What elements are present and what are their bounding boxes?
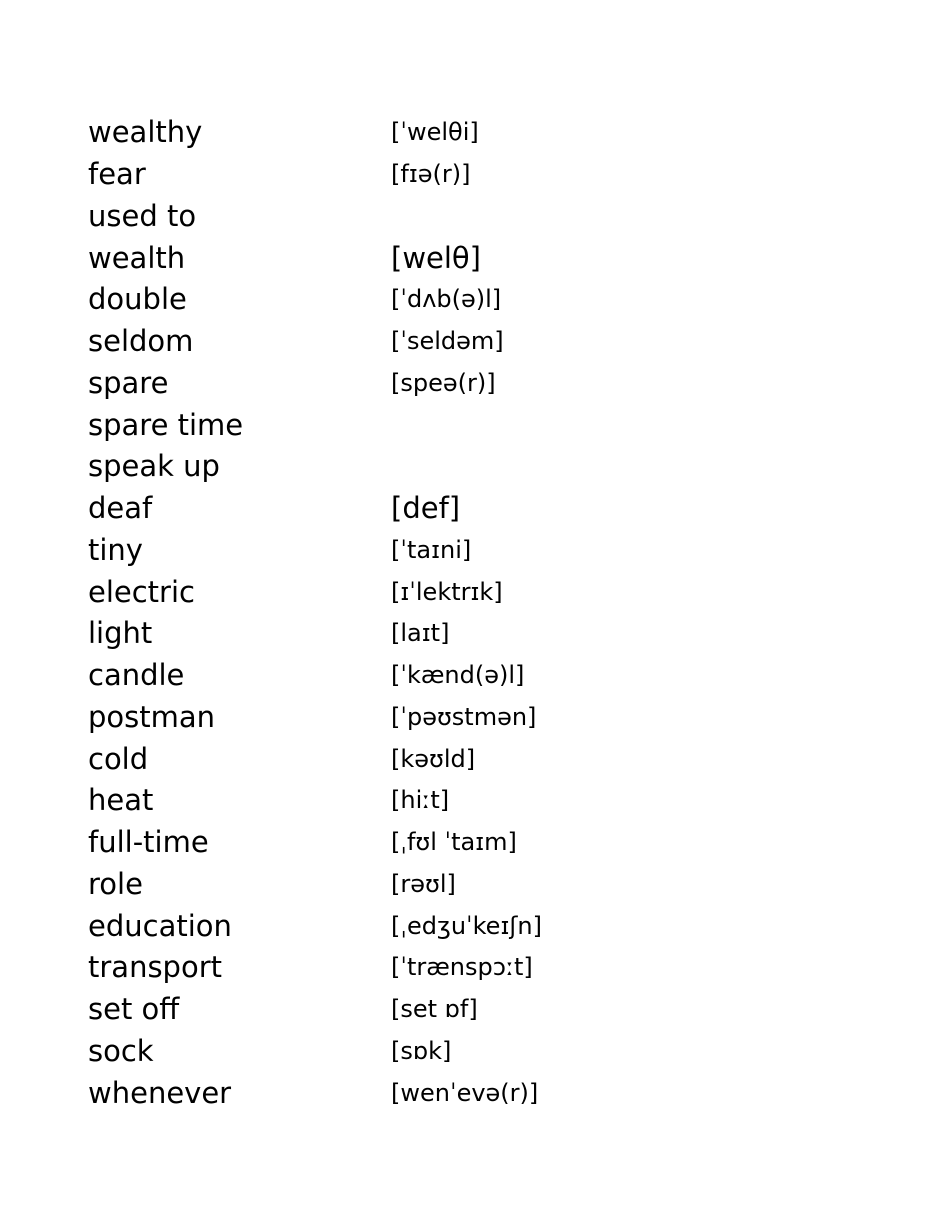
vocab-pronunciation: [ˈtrænspɔːt]	[391, 953, 533, 982]
vocab-pronunciation: [welθ]	[391, 240, 481, 275]
vocab-word: used to	[88, 198, 197, 233]
vocab-pronunciation: [ˈtaɪni]	[391, 535, 472, 564]
vocab-word: cold	[88, 741, 149, 776]
vocab-row	[88, 780, 848, 822]
vocab-row	[88, 697, 848, 739]
vocab-row	[88, 571, 848, 613]
vocab-word: fear	[88, 157, 146, 192]
vocab-word: full-time	[88, 825, 209, 860]
vocab-pronunciation: [sɒk]	[391, 1036, 452, 1065]
vocab-word: wealth	[88, 240, 186, 275]
vocab-pronunciation: [speə(r)]	[391, 368, 496, 397]
vocab-row	[88, 404, 848, 446]
vocab-row	[88, 738, 848, 780]
vocab-pronunciation: [laɪt]	[391, 619, 450, 648]
vocab-row	[88, 112, 848, 154]
vocab-word: role	[88, 866, 143, 901]
vocab-pronunciation: [ˈdʌb(ə)l]	[391, 285, 502, 314]
vocab-row	[88, 905, 848, 947]
vocab-row	[88, 196, 848, 238]
vocab-pronunciation: [fɪə(r)]	[391, 160, 471, 189]
vocab-word: spare	[88, 365, 169, 400]
vocab-word: tiny	[88, 532, 143, 567]
vocab-word: candle	[88, 658, 185, 693]
vocab-pronunciation: [rəʊl]	[391, 869, 456, 898]
vocab-row	[88, 655, 848, 697]
vocab-word: light	[88, 616, 153, 651]
vocab-pronunciation: [set ɒf]	[391, 995, 478, 1024]
vocab-word: heat	[88, 783, 154, 818]
vocab-pronunciation: [ˈseldəm]	[391, 327, 504, 356]
vocab-word: education	[88, 908, 232, 943]
vocab-pronunciation: [def]	[391, 491, 461, 526]
vocab-row	[88, 1072, 848, 1114]
vocab-word: double	[88, 282, 187, 317]
vocab-word: sock	[88, 1033, 154, 1068]
vocab-word: postman	[88, 699, 216, 734]
vocab-pronunciation: [ˈkænd(ə)l]	[391, 661, 525, 690]
vocabulary-list	[88, 112, 848, 1114]
vocab-row	[88, 446, 848, 488]
vocab-row	[88, 488, 848, 530]
vocab-word: transport	[88, 950, 222, 985]
vocab-row	[88, 279, 848, 321]
vocab-pronunciation: [hiːt]	[391, 786, 450, 815]
vocab-pronunciation: [ˌedʒuˈkeɪʃn]	[391, 911, 542, 940]
vocab-row	[88, 989, 848, 1031]
vocab-row	[88, 947, 848, 989]
vocab-row	[88, 864, 848, 906]
vocab-row	[88, 1031, 848, 1073]
vocab-pronunciation: [ˌfʊl ˈtaɪm]	[391, 828, 517, 857]
vocab-row	[88, 237, 848, 279]
vocab-word: spare time	[88, 407, 244, 442]
vocab-pronunciation: [kəʊld]	[391, 744, 476, 773]
vocab-word: deaf	[88, 491, 153, 526]
vocab-pronunciation: [ˈpəʊstmən]	[391, 702, 537, 731]
vocab-word: whenever	[88, 1075, 232, 1110]
vocab-word: set off	[88, 992, 180, 1027]
vocab-row	[88, 613, 848, 655]
vocab-pronunciation: [ɪˈlektrɪk]	[391, 577, 503, 606]
vocab-row	[88, 154, 848, 196]
vocab-word: seldom	[88, 324, 194, 359]
vocab-row	[88, 822, 848, 864]
vocab-word: wealthy	[88, 115, 203, 150]
vocab-row	[88, 530, 848, 572]
vocab-word: electric	[88, 574, 195, 609]
vocab-pronunciation: [ˈwelθi]	[391, 118, 479, 147]
vocab-row	[88, 363, 848, 405]
vocab-row	[88, 321, 848, 363]
vocab-word: speak up	[88, 449, 220, 484]
vocab-pronunciation: [wenˈevə(r)]	[391, 1078, 539, 1107]
